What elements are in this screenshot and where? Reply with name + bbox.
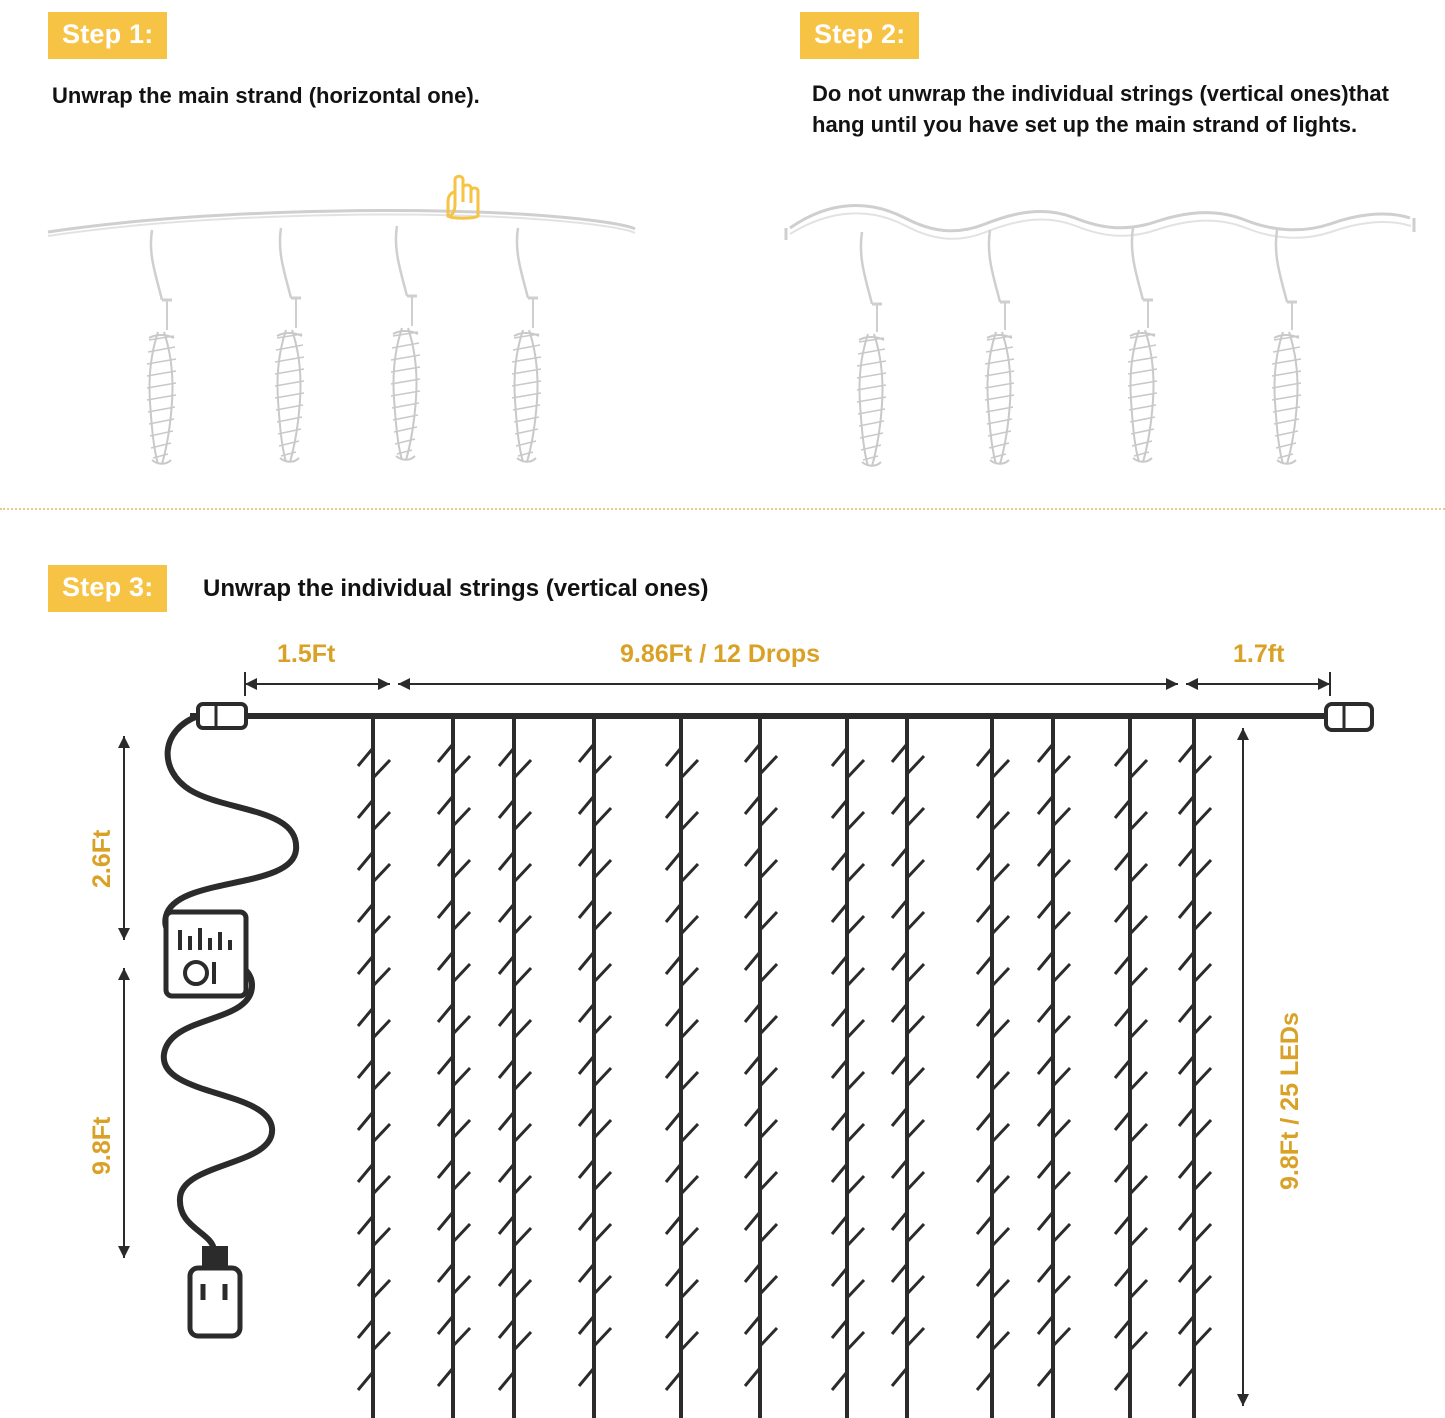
led-drop xyxy=(1038,718,1070,1418)
led-drop xyxy=(1115,718,1147,1418)
main-strand-coiled xyxy=(790,206,1410,231)
led-drop xyxy=(832,718,864,1418)
led-drop xyxy=(745,718,777,1418)
led-drop xyxy=(499,718,531,1418)
dimension-arrows-horizontal xyxy=(245,672,1330,696)
step-3-badge: Step 3: xyxy=(48,565,167,612)
power-plug-icon xyxy=(190,1246,240,1336)
hanging-bundle-group xyxy=(147,226,541,464)
cable-connector-icon-left xyxy=(198,704,246,728)
step-2-badge: Step 2: xyxy=(800,12,919,59)
power-cable xyxy=(164,716,296,1250)
cable-connector-icon-right xyxy=(1326,704,1372,730)
main-strand-line xyxy=(48,211,635,232)
led-drop xyxy=(579,718,611,1418)
hanging-bundle-group-2 xyxy=(857,228,1301,466)
dimension-lead-in: 1.5Ft xyxy=(277,640,336,668)
dimension-power-segment: 9.8Ft xyxy=(88,1116,116,1175)
led-drop xyxy=(1179,718,1211,1418)
led-drop xyxy=(892,718,924,1418)
step-1-badge: Step 1: xyxy=(48,12,167,59)
led-drop-group xyxy=(358,718,1211,1418)
step-3-illustration xyxy=(118,672,1372,1418)
dimension-remote-segment: 2.6Ft xyxy=(88,829,116,888)
section-divider xyxy=(0,508,1445,510)
dimension-arrow-vertical-right xyxy=(1237,728,1249,1406)
step-2-illustration xyxy=(786,206,1414,466)
step-1-illustration xyxy=(48,176,635,464)
led-drop xyxy=(358,718,390,1418)
pointing-hand-icon xyxy=(448,176,478,218)
dimension-arrows-vertical-left xyxy=(118,736,130,1258)
led-drop xyxy=(438,718,470,1418)
step-2-text: Do not unwrap the individual strings (vertical ones)that hang until you have set up the main strand of lights. xyxy=(812,81,1389,138)
remote-control-box-icon xyxy=(166,912,246,996)
led-drop xyxy=(666,718,698,1418)
step-1-text: Unwrap the main strand (horizontal one). xyxy=(52,83,480,108)
dimension-drop-length: 9.8Ft / 25 LEDs xyxy=(1276,1012,1304,1190)
step-3-text: Unwrap the individual strings (vertical ones) xyxy=(203,575,709,602)
dimension-main-span: 9.86Ft / 12 Drops xyxy=(620,640,821,668)
dimension-tail: 1.7ft xyxy=(1233,640,1285,668)
led-drop xyxy=(977,718,1009,1418)
